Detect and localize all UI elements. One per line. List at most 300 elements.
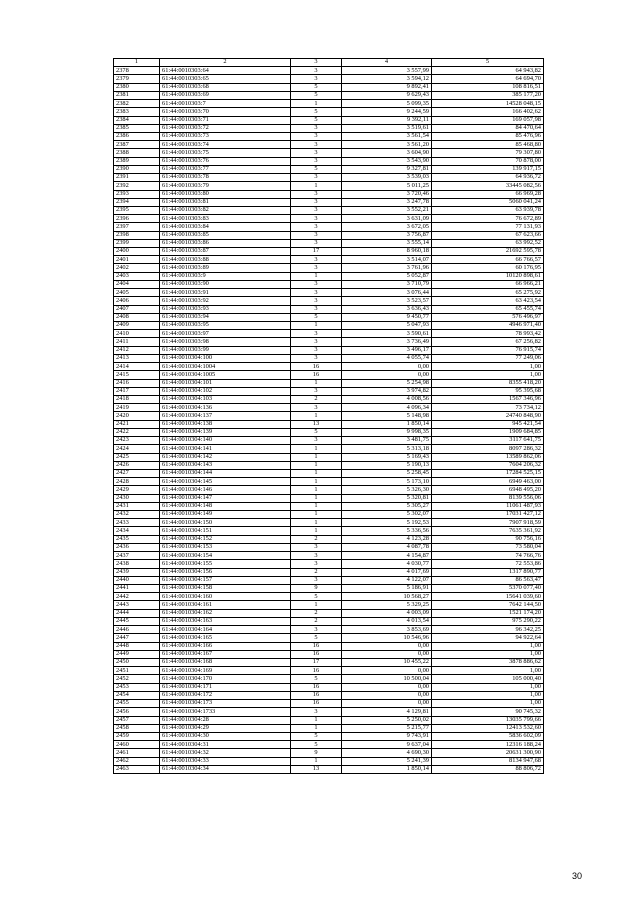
table-row	[114, 132, 544, 140]
table-cell: 4 690,30	[342, 749, 432, 757]
table-row	[114, 313, 544, 321]
table-row	[114, 543, 544, 551]
table-row	[114, 716, 544, 724]
table-cell: 1	[291, 469, 342, 477]
table-cell: 3	[291, 198, 342, 206]
table-cell: 61:44:0010304:31	[160, 741, 291, 749]
table-cell: 3	[291, 174, 342, 182]
table-cell: 6948 495,20	[432, 486, 544, 494]
table-cell: 3	[291, 67, 342, 75]
table-cell: 61:44:0010304:168	[160, 658, 291, 666]
column-header: 5	[432, 59, 544, 67]
table-cell: 61:44:0010303:75	[160, 149, 291, 157]
table-cell: 3	[291, 132, 342, 140]
table-cell: 2415	[114, 371, 160, 379]
table-cell: 2417	[114, 387, 160, 395]
table-cell: 576 496,97	[432, 313, 544, 321]
table-row	[114, 280, 544, 288]
table-cell: 13035 799,66	[432, 716, 544, 724]
table-cell: 61:44:0010303:98	[160, 338, 291, 346]
table-cell: 61:44:0010303:84	[160, 223, 291, 231]
table-cell: 10120 898,61	[432, 272, 544, 280]
table-cell: 1	[291, 494, 342, 502]
table-row	[114, 289, 544, 297]
table-cell: 66 766,57	[432, 256, 544, 264]
table-cell: 17	[291, 248, 342, 256]
table-row	[114, 190, 544, 198]
table-cell: 8139 556,06	[432, 494, 544, 502]
table-cell: 2407	[114, 305, 160, 313]
table-cell: 0,00	[342, 691, 432, 699]
table-cell: 5	[291, 675, 342, 683]
table-cell: 3 539,03	[342, 174, 432, 182]
table-cell: 3 761,96	[342, 264, 432, 272]
table-cell: 4 055,74	[342, 354, 432, 362]
table-cell: 61:44:0010303:87	[160, 248, 291, 256]
table-cell: 2433	[114, 519, 160, 527]
table-cell: 2386	[114, 132, 160, 140]
table-cell: 61:44:0010303:91	[160, 289, 291, 297]
table-cell: 61:44:0010304:141	[160, 445, 291, 453]
table-cell: 4 087,78	[342, 543, 432, 551]
table-cell: 61:44:0010303:71	[160, 116, 291, 124]
table-cell: 0,00	[342, 642, 432, 650]
table-cell: 64 694,70	[432, 75, 544, 83]
table-cell: 3 543,90	[342, 157, 432, 165]
table-row	[114, 757, 544, 765]
table-row	[114, 601, 544, 609]
table-cell: 17284 525,15	[432, 469, 544, 477]
table-cell: 3	[291, 141, 342, 149]
table-cell: 61:44:0010304:136	[160, 404, 291, 412]
table-cell: 96 342,25	[432, 626, 544, 634]
table-cell: 64 943,82	[432, 67, 544, 75]
table-cell: 2379	[114, 75, 160, 83]
table-row	[114, 609, 544, 617]
table-cell: 64 936,72	[432, 174, 544, 182]
table-cell: 61:44:0010304:100	[160, 354, 291, 362]
table-cell: 11061 487,93	[432, 502, 544, 510]
table-cell: 61:44:0010303:82	[160, 206, 291, 214]
table-cell: 169 057,98	[432, 116, 544, 124]
table-cell: 2444	[114, 609, 160, 617]
table-cell: 3 853,69	[342, 626, 432, 634]
table-cell: 3	[291, 552, 342, 560]
table-cell: 1	[291, 511, 342, 519]
table-cell: 2406	[114, 297, 160, 305]
table-row	[114, 363, 544, 371]
table-cell: 61:44:0010303:73	[160, 132, 291, 140]
table-row	[114, 511, 544, 519]
table-cell: 3	[291, 626, 342, 634]
table-cell: 4 030,77	[342, 560, 432, 568]
table-cell: 61:44:0010304:29	[160, 724, 291, 732]
table-cell: 7604 206,32	[432, 461, 544, 469]
table-cell: 2	[291, 535, 342, 543]
table-cell: 3 636,43	[342, 305, 432, 313]
table-cell: 3 720,46	[342, 190, 432, 198]
table-cell: 61:44:0010304:139	[160, 428, 291, 436]
table-cell: 14528 048,15	[432, 100, 544, 108]
table-cell: 3 672,05	[342, 223, 432, 231]
table-cell: 61:44:0010304:165	[160, 634, 291, 642]
table-row	[114, 412, 544, 420]
table-cell: 5 215,77	[342, 724, 432, 732]
table-cell: 3	[291, 289, 342, 297]
table-row	[114, 428, 544, 436]
table-cell: 8355 418,20	[432, 379, 544, 387]
table-cell: 61:44:0010304:172	[160, 691, 291, 699]
table-cell: 16	[291, 683, 342, 691]
table-cell: 2441	[114, 585, 160, 593]
table-cell: 9	[291, 585, 342, 593]
table-row	[114, 239, 544, 247]
table-cell: 4 008,56	[342, 395, 432, 403]
table-row	[114, 165, 544, 173]
table-cell: 2452	[114, 675, 160, 683]
table-cell: 2443	[114, 601, 160, 609]
table-cell: 4 123,28	[342, 535, 432, 543]
column-header: 2	[160, 59, 291, 67]
table-row	[114, 486, 544, 494]
table-cell: 3	[291, 543, 342, 551]
table-cell: 3	[291, 239, 342, 247]
table-cell: 1	[291, 601, 342, 609]
table-cell: 1	[291, 272, 342, 280]
table-cell: 61:44:0010304:154	[160, 552, 291, 560]
table-cell: 9 327,81	[342, 165, 432, 173]
table-cell: 5370 077,40	[432, 585, 544, 593]
table-cell: 7635 361,92	[432, 527, 544, 535]
table-cell: 3	[291, 708, 342, 716]
table-cell: 1	[291, 379, 342, 387]
table-cell: 2388	[114, 149, 160, 157]
table-cell: 61:44:0010304:32	[160, 749, 291, 757]
table-cell: 2418	[114, 395, 160, 403]
table-row	[114, 445, 544, 453]
table-cell: 63 423,54	[432, 297, 544, 305]
table-cell: 61:44:0010304:160	[160, 593, 291, 601]
table-row	[114, 215, 544, 223]
table-cell: 61:44:0010304:101	[160, 379, 291, 387]
table-cell: 5	[291, 741, 342, 749]
table-cell: 61:44:0010304:103	[160, 395, 291, 403]
table-cell: 9 392,11	[342, 116, 432, 124]
table-cell: 3 523,57	[342, 297, 432, 305]
table-cell: 2463	[114, 765, 160, 773]
table-cell: 73 580,04	[432, 543, 544, 551]
table-row	[114, 124, 544, 132]
table-cell: 1,00	[432, 371, 544, 379]
table-cell: 79 307,80	[432, 149, 544, 157]
table-cell: 61:44:0010304:169	[160, 667, 291, 675]
table-cell: 2389	[114, 157, 160, 165]
table-cell: 2459	[114, 732, 160, 740]
table-row	[114, 100, 544, 108]
table-cell: 1	[291, 453, 342, 461]
table-cell: 65 275,92	[432, 289, 544, 297]
table-row	[114, 174, 544, 182]
table-cell: 67 256,82	[432, 338, 544, 346]
table-cell: 2401	[114, 256, 160, 264]
table-cell: 5836 602,09	[432, 732, 544, 740]
table-cell: 1567 346,96	[432, 395, 544, 403]
table-cell: 2384	[114, 116, 160, 124]
table-cell: 2380	[114, 83, 160, 91]
table-cell: 1 850,14	[342, 420, 432, 428]
table-cell: 73 734,12	[432, 404, 544, 412]
table-cell: 16	[291, 667, 342, 675]
table-cell: 2381	[114, 91, 160, 99]
table-cell: 2403	[114, 272, 160, 280]
table-cell: 3 561,54	[342, 132, 432, 140]
table-cell: 1	[291, 182, 342, 190]
table-cell: 77 249,06	[432, 354, 544, 362]
table-cell: 10 546,96	[342, 634, 432, 642]
table-row	[114, 395, 544, 403]
table-cell: 2383	[114, 108, 160, 116]
table-row	[114, 667, 544, 675]
table-cell: 2453	[114, 683, 160, 691]
table-cell: 2387	[114, 141, 160, 149]
table-cell: 61:44:0010303:76	[160, 157, 291, 165]
table-cell: 9 629,43	[342, 91, 432, 99]
table-cell: 72 553,86	[432, 560, 544, 568]
table-cell: 5 313,18	[342, 445, 432, 453]
table-row	[114, 617, 544, 625]
table-cell: 17031 427,12	[432, 511, 544, 519]
table-cell: 61:44:0010304:155	[160, 560, 291, 568]
table-cell: 61:44:0010303:85	[160, 231, 291, 239]
table-cell: 3 481,75	[342, 437, 432, 445]
table-row	[114, 437, 544, 445]
table-row	[114, 658, 544, 666]
table-cell: 385 177,20	[432, 91, 544, 99]
table-cell: 85 468,80	[432, 141, 544, 149]
table-cell: 2410	[114, 330, 160, 338]
table-cell: 5 011,25	[342, 182, 432, 190]
table-row	[114, 182, 544, 190]
table-cell: 1	[291, 486, 342, 494]
table-cell: 61:44:0010304:173	[160, 700, 291, 708]
table-cell: 9 450,77	[342, 313, 432, 321]
table-cell: 61:44:0010304:150	[160, 519, 291, 527]
table-cell: 3	[291, 338, 342, 346]
table-cell: 5 052,87	[342, 272, 432, 280]
table-cell: 1	[291, 322, 342, 330]
table-cell: 2423	[114, 437, 160, 445]
table-cell: 95 395,68	[432, 387, 544, 395]
table-row	[114, 264, 544, 272]
table-cell: 61:44:0010304:145	[160, 478, 291, 486]
table-cell: 3 514,07	[342, 256, 432, 264]
table-cell: 61:44:0010303:69	[160, 91, 291, 99]
table-cell: 3 594,12	[342, 75, 432, 83]
table-cell: 2398	[114, 231, 160, 239]
table-cell: 16	[291, 691, 342, 699]
table-row	[114, 642, 544, 650]
table-row	[114, 231, 544, 239]
table-row	[114, 305, 544, 313]
table-cell: 61:44:0010304:163	[160, 617, 291, 625]
table-cell: 60 176,95	[432, 264, 544, 272]
table-row	[114, 683, 544, 691]
table-cell: 2399	[114, 239, 160, 247]
table-row	[114, 732, 544, 740]
table-cell: 61:44:0010304:102	[160, 387, 291, 395]
table-cell: 1	[291, 100, 342, 108]
table-cell: 2442	[114, 593, 160, 601]
table-cell: 1	[291, 445, 342, 453]
table-cell: 2451	[114, 667, 160, 675]
table-cell: 2456	[114, 708, 160, 716]
table-cell: 3 974,82	[342, 387, 432, 395]
table-cell: 1 850,14	[342, 765, 432, 773]
table-row	[114, 404, 544, 412]
table-cell: 61:44:0010304:33	[160, 757, 291, 765]
table-cell: 1521 174,20	[432, 609, 544, 617]
table-cell: 5	[291, 732, 342, 740]
table-cell: 3	[291, 231, 342, 239]
table-cell: 3	[291, 75, 342, 83]
table-row	[114, 91, 544, 99]
table-cell: 0,00	[342, 650, 432, 658]
table-cell: 61:44:0010304:151	[160, 527, 291, 535]
table-cell: 3	[291, 215, 342, 223]
table-cell: 2395	[114, 206, 160, 214]
table-cell: 24740 848,90	[432, 412, 544, 420]
table-cell: 61:44:0010303:70	[160, 108, 291, 116]
table-cell: 61:44:0010304:1004	[160, 363, 291, 371]
table-cell: 5 302,07	[342, 511, 432, 519]
table-row	[114, 198, 544, 206]
table-cell: 8 960,18	[342, 248, 432, 256]
table-cell: 61:44:0010304:166	[160, 642, 291, 650]
table-cell: 63 992,52	[432, 239, 544, 247]
table-row	[114, 576, 544, 584]
table-cell: 2420	[114, 412, 160, 420]
table-cell: 5	[291, 165, 342, 173]
table-cell: 3	[291, 330, 342, 338]
table-cell: 3	[291, 280, 342, 288]
table-cell: 61:44:0010303:88	[160, 256, 291, 264]
table-cell: 61:44:0010304:148	[160, 502, 291, 510]
table-cell: 3 552,21	[342, 206, 432, 214]
table-row	[114, 700, 544, 708]
table-cell: 2391	[114, 174, 160, 182]
table-cell: 61:44:0010303:93	[160, 305, 291, 313]
table-cell: 5 190,13	[342, 461, 432, 469]
table-cell: 61:44:0010304:171	[160, 683, 291, 691]
table-cell: 61:44:0010304:152	[160, 535, 291, 543]
table-cell: 61:44:0010303:81	[160, 198, 291, 206]
table-cell: 61:44:0010303:83	[160, 215, 291, 223]
table-cell: 2427	[114, 469, 160, 477]
table-cell: 2413	[114, 354, 160, 362]
table-cell: 61:44:0010304:153	[160, 543, 291, 551]
table-cell: 2430	[114, 494, 160, 502]
table-cell: 20631 300,90	[432, 749, 544, 757]
table-cell: 1	[291, 716, 342, 724]
table-cell: 5 336,56	[342, 527, 432, 535]
table-cell: 2449	[114, 650, 160, 658]
table-cell: 108 816,51	[432, 83, 544, 91]
table-cell: 4 096,34	[342, 404, 432, 412]
table-row	[114, 330, 544, 338]
table-cell: 63 939,78	[432, 206, 544, 214]
table-cell: 2400	[114, 248, 160, 256]
table-row	[114, 585, 544, 593]
table-row	[114, 157, 544, 165]
table-cell: 2402	[114, 264, 160, 272]
table-row	[114, 297, 544, 305]
table-cell: 3878 886,62	[432, 658, 544, 666]
table-cell: 61:44:0010303:95	[160, 322, 291, 330]
table-cell: 61:44:0010304:170	[160, 675, 291, 683]
table-cell: 1,00	[432, 650, 544, 658]
table-cell: 2412	[114, 346, 160, 354]
table-cell: 16	[291, 650, 342, 658]
table-cell: 13589 862,06	[432, 453, 544, 461]
column-header: 4	[342, 59, 432, 67]
table-cell: 76 915,74	[432, 346, 544, 354]
table-cell: 1,00	[432, 700, 544, 708]
table-cell: 1317 890,77	[432, 568, 544, 576]
data-table	[113, 58, 544, 774]
table-cell: 1909 684,85	[432, 428, 544, 436]
table-cell: 3 247,78	[342, 198, 432, 206]
table-cell: 5	[291, 108, 342, 116]
table-row	[114, 83, 544, 91]
table-cell: 61:44:0010303:80	[160, 190, 291, 198]
table-cell: 2439	[114, 568, 160, 576]
table-cell: 2445	[114, 617, 160, 625]
table-cell: 61:44:0010304:164	[160, 626, 291, 634]
table-cell: 2447	[114, 634, 160, 642]
table-cell: 61:44:0010303:89	[160, 264, 291, 272]
table-cell: 2454	[114, 691, 160, 699]
table-cell: 5	[291, 116, 342, 124]
table-cell: 13	[291, 420, 342, 428]
table-row	[114, 461, 544, 469]
table-cell: 8134 947,68	[432, 757, 544, 765]
table-cell: 5 173,10	[342, 478, 432, 486]
table-cell: 2436	[114, 543, 160, 551]
table-cell: 3	[291, 576, 342, 584]
table-cell: 61:44:0010303:79	[160, 182, 291, 190]
table-cell: 3	[291, 149, 342, 157]
table-row	[114, 346, 544, 354]
table-cell: 61:44:0010304:158	[160, 585, 291, 593]
table-cell: 1	[291, 502, 342, 510]
table-cell: 7642 144,50	[432, 601, 544, 609]
table-cell: 2392	[114, 182, 160, 190]
table-cell: 1	[291, 527, 342, 535]
table-cell: 3	[291, 223, 342, 231]
table-cell: 4 129,81	[342, 708, 432, 716]
table-cell: 3	[291, 305, 342, 313]
table-cell: 1,00	[432, 667, 544, 675]
table-row	[114, 67, 544, 75]
table-cell: 2414	[114, 363, 160, 371]
table-cell: 10 455,22	[342, 658, 432, 666]
table-cell: 2	[291, 609, 342, 617]
table-cell: 88 806,72	[432, 765, 544, 773]
table-row	[114, 75, 544, 83]
table-cell: 5 099,35	[342, 100, 432, 108]
table-cell: 5060 041,24	[432, 198, 544, 206]
table-cell: 61:44:0010304:144	[160, 469, 291, 477]
